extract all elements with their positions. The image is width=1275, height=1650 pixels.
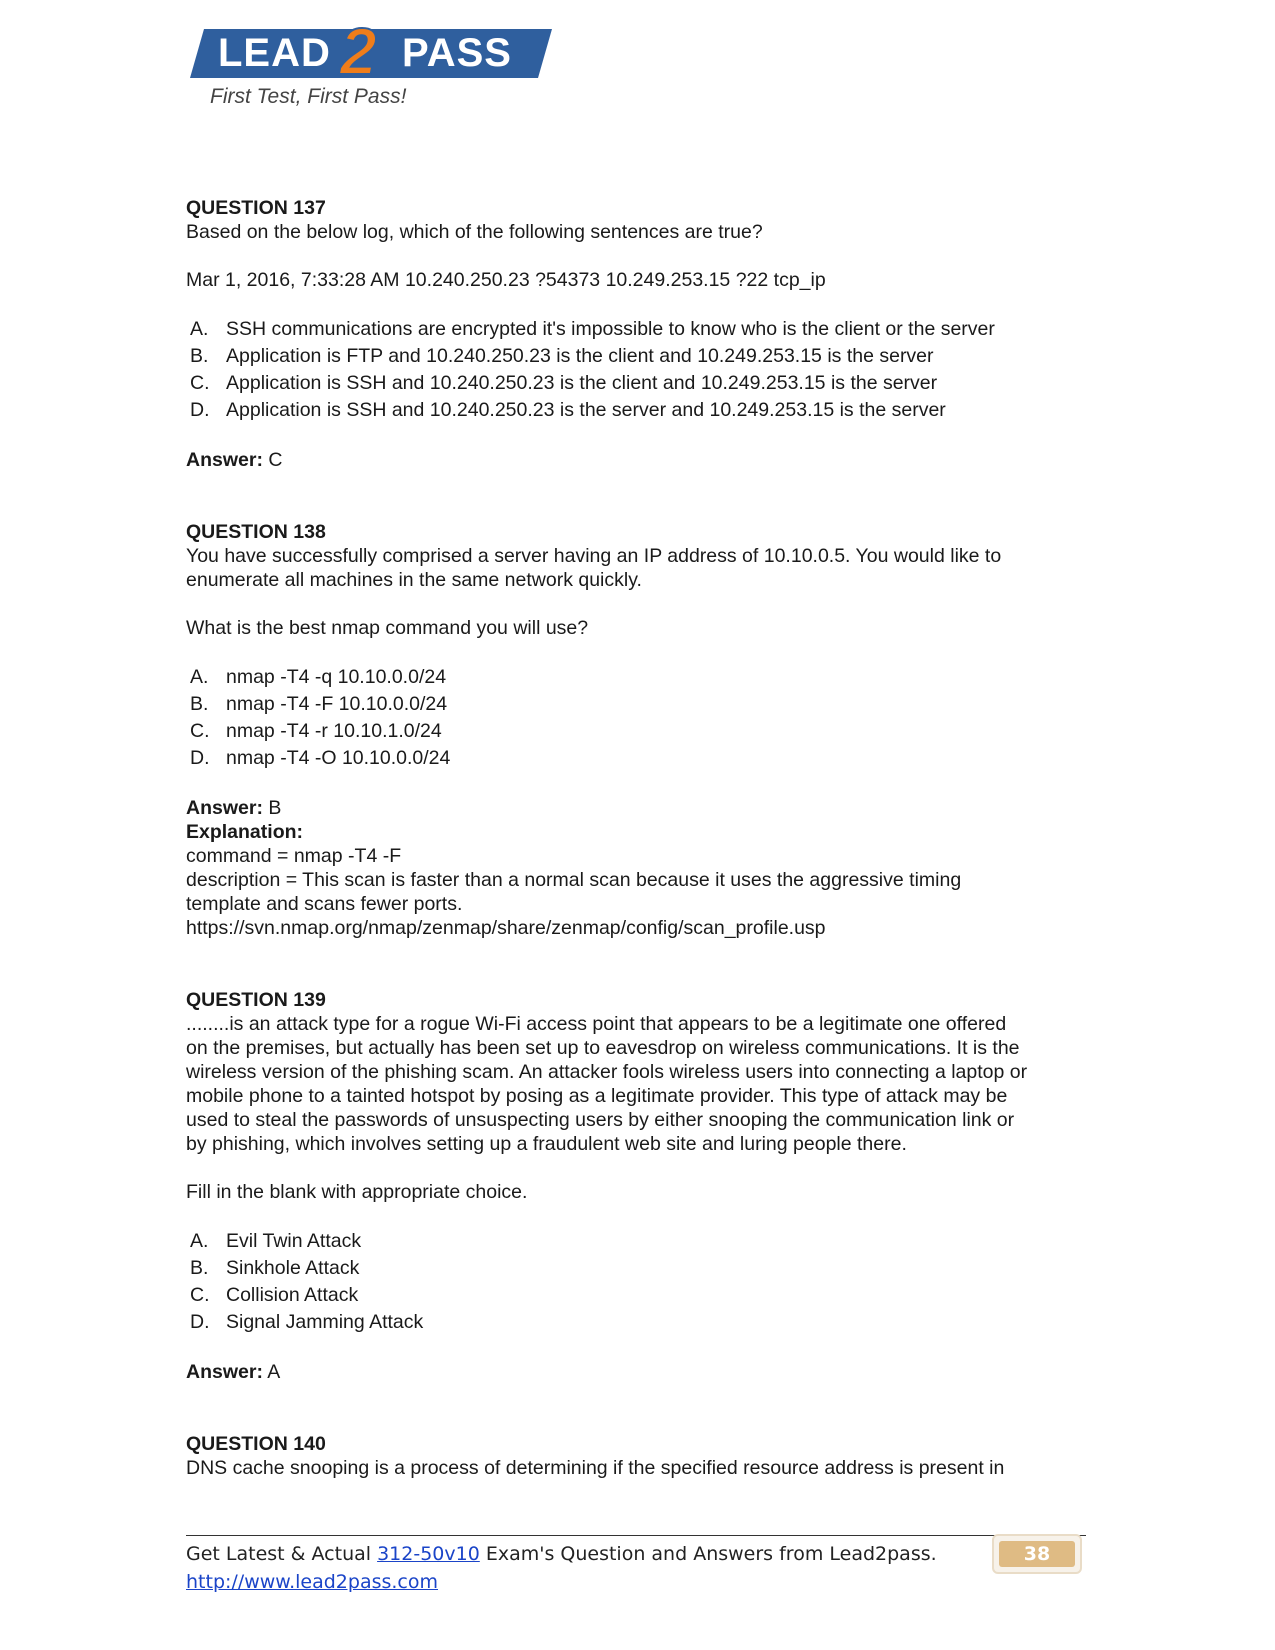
- question-137: [186, 196, 1086, 472]
- explanation-label: Explanation:: [186, 821, 304, 843]
- option-a: A. SSH communications are encrypted it's impossible to know who is the client or the server: [190, 318, 995, 340]
- option-b: B. Application is FTP and 10.240.250.23 is the client and 10.249.253.15 is the server: [190, 345, 934, 367]
- question-title: QUESTION 137: [186, 197, 326, 219]
- options-list: [186, 664, 1086, 772]
- log-line: Mar 1, 2016, 7:33:28 AM 10.240.250.23 ?54373 10.249.253.15 ?22 tcp_ip: [186, 269, 826, 291]
- logo-tagline: First Test, First Pass!: [210, 85, 407, 108]
- question-text: wireless version of the phishing scam. An attacker fools wireless users into connecting a laptop or: [186, 1061, 1028, 1083]
- option-d: D. Application is SSH and 10.240.250.23 is the server and 10.249.253.15 is the server: [190, 399, 946, 421]
- question-text: You have successfully comprised a server having an IP address of 10.10.0.5. You would like to: [186, 545, 1002, 567]
- question-140: [186, 1432, 1086, 1480]
- svg-text:PASS: PASS: [402, 31, 512, 75]
- question-text: used to steal the passwords of unsuspecting users by either snooping the communication link or: [186, 1109, 1015, 1131]
- question-text: enumerate all machines in the same network quickly.: [186, 569, 642, 591]
- explanation-text: description = This scan is faster than a normal scan because it uses the aggressive timing: [186, 869, 962, 891]
- explanation-url: https://svn.nmap.org/nmap/zenmap/share/zenmap/config/scan_profile.usp: [186, 917, 826, 939]
- explanation-text: template and scans fewer ports.: [186, 893, 463, 915]
- question-text: ........is an attack type for a rogue Wi-Fi access point that appears to be a legitimate one offered: [186, 1013, 1007, 1035]
- option-d: D. nmap -T4 -O 10.10.0.0/24: [190, 747, 451, 769]
- page-footer: [186, 1540, 946, 1596]
- svg-text:2: 2: [340, 14, 377, 88]
- question-138: [186, 520, 1086, 940]
- question-text: Based on the below log, which of the following sentences are true?: [186, 221, 763, 243]
- option-d: D. Signal Jamming Attack: [190, 1311, 424, 1333]
- option-b: B. Sinkhole Attack: [190, 1257, 360, 1279]
- footer-divider: [186, 1535, 1086, 1536]
- question-prompt: What is the best nmap command you will use?: [186, 617, 589, 639]
- svg-text:LEAD: LEAD: [218, 31, 331, 75]
- question-title: QUESTION 138: [186, 521, 326, 543]
- question-139: [186, 988, 1086, 1384]
- page-number: 38: [999, 1541, 1075, 1567]
- exam-code-link[interactable]: 312-50v10: [377, 1543, 480, 1565]
- footer-line: Get Latest & Actual 312-50v10 Exam's Question and Answers from Lead2pass.: [186, 1543, 937, 1565]
- options-list: [186, 1228, 1086, 1336]
- option-a: A. nmap -T4 -q 10.10.0.0/24: [190, 666, 447, 688]
- site-link[interactable]: http://www.lead2pass.com: [186, 1571, 439, 1593]
- question-text: by phishing, which involves setting up a fraudulent web site and luring people there.: [186, 1133, 907, 1155]
- question-prompt: Fill in the blank with appropriate choice.: [186, 1181, 528, 1203]
- page-number-badge: [992, 1534, 1082, 1574]
- answer-line: Answer: C: [186, 449, 283, 471]
- explanation-text: command = nmap -T4 -F: [186, 845, 402, 867]
- question-title: QUESTION 140: [186, 1433, 326, 1455]
- answer-line: Answer: B: [186, 797, 282, 819]
- option-b: B. nmap -T4 -F 10.10.0.0/24: [190, 693, 448, 715]
- option-c: C. nmap -T4 -r 10.10.1.0/24: [190, 720, 442, 742]
- option-c: C. Application is SSH and 10.240.250.23 is the client and 10.249.253.15 is the server: [190, 372, 938, 394]
- question-title: QUESTION 139: [186, 989, 326, 1011]
- document-body: [186, 196, 1086, 1480]
- options-list: [186, 316, 1086, 424]
- lead2pass-logo: [190, 8, 590, 128]
- answer-line: Answer: A: [186, 1361, 281, 1383]
- question-text: DNS cache snooping is a process of determining if the specified resource address is present in: [186, 1457, 1005, 1479]
- option-c: C. Collision Attack: [190, 1284, 359, 1306]
- logo-graphic: [190, 8, 590, 128]
- question-text: on the premises, but actually has been set up to eavesdrop on wireless communications. It is the: [186, 1037, 1020, 1059]
- option-a: A. Evil Twin Attack: [190, 1230, 362, 1252]
- question-text: mobile phone to a tainted hotspot by posing as a legitimate provider. This type of attack may be: [186, 1085, 1008, 1107]
